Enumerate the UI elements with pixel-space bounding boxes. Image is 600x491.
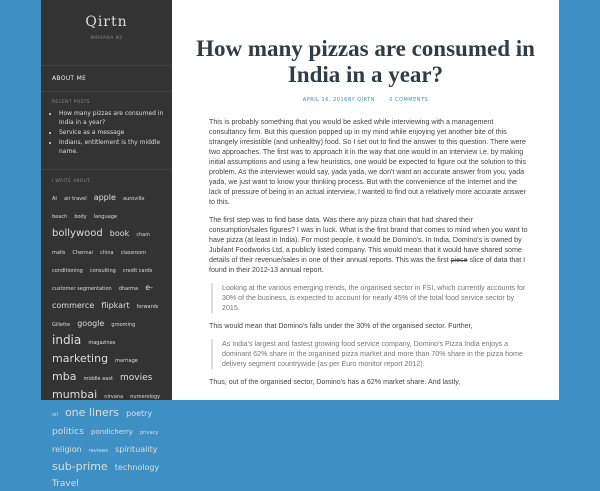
post-by: BY [347,97,356,103]
tag-link[interactable]: nirvana [104,394,124,400]
sidebar [41,0,172,489]
tag-link[interactable]: mba [52,370,77,383]
tag-link[interactable]: conditioning [52,268,83,274]
blockquote: Looking at the various emerging trends, the organised sector in FSI, which currently accounts for 30% of the business, is expected to account for nearly 45% of the total food service sector by 2015. [211,283,529,313]
recent-posts-heading: RECENT POSTS [52,100,90,105]
tag-link[interactable]: body [74,214,87,220]
tag-link[interactable]: magazines [88,340,116,346]
recent-post-link[interactable]: • Indians, entitlement is thy middle name. [59,138,164,156]
tag-link[interactable]: technology [114,463,160,472]
tag-link[interactable]: customer segmentation [52,286,112,292]
tag-link[interactable]: language [93,214,118,220]
site-title[interactable]: Qirtn [85,14,128,30]
tag-link[interactable]: flipkart [101,301,130,310]
tag-link[interactable]: Gillette [52,322,71,328]
tag-link[interactable]: oil [52,412,58,418]
tag-link[interactable]: numerology [130,394,161,400]
tag-link[interactable]: apple [93,193,116,202]
paragraph: This would mean that Domino's falls under the 30% of the organised sector. Further, [209,322,473,330]
post-title[interactable]: How many pizzas are consumed in India in a year? [196,36,535,87]
tag-link[interactable]: classroom [120,250,147,256]
post-author[interactable]: QIRTN [357,97,375,103]
strikethrough-text: piece [450,256,468,264]
tag-link[interactable]: pondicherry [90,428,133,436]
tag-link[interactable]: reviews [88,448,108,454]
tag-link[interactable]: china [100,250,114,256]
tag-link[interactable]: e-commerce [52,283,154,310]
tag-link[interactable]: middle east [83,376,113,382]
post-date[interactable]: APRIL 16, 2016 [302,97,348,103]
tag-link[interactable]: india [52,333,82,347]
tag-link[interactable]: consulting [89,268,116,274]
recent-post-link[interactable]: • How many pizzas are consumed in India in a year? [59,109,164,127]
paragraph: This is probably something that you would be asked while interviewing with a management consultancy firm. But this question popped up in my mind while enjoying yet another bite of this strangely irresistible (and unhealthy) food. So I set out to find the answer to this question. There were two approaches. The first was to approach it in the way that one would in an interview i.e. by making initial assumptions and using a few heuristics, one would be expected to figure out the solution to this problem. As the interviewer would say, yada yada, we don't want an accurate answer from you, yada yada, we just want to know your thinking process. But with the convenience of the Internet and the lack of pressure of being in an actual interview, I wanted to find out a relatively more accurate answer to this. [209,118,527,206]
recent-posts-list [41,109,172,156]
divider [41,169,172,170]
tag-link[interactable]: forwards [136,304,159,310]
tag-link[interactable]: poetry [126,409,153,418]
tag-link[interactable]: spirituality [115,445,158,454]
blockquote: As India's largest and fastest growing food service company, Domino's Pizza India enjoys a dominant 62% share in the organised pizza market and more than 70% share in the pizza home delivery segment countrywide (as per Euro monitor report 2012). [211,339,529,369]
paragraph-text: The first step was to find base data. Was there any pizza chain that had shared their consumption/sales figures? I was in luck. What is the first brand that comes to mind when you want to have pizza (at least in India). For most people, it would be Domino's. In India, Domino's is owned by Jubilant Foodworks Ltd, a publicly listed company. This would mean that it would have shared some details of their revenue/sales in one of their annual reports. This was the first [209,216,528,264]
divider [41,91,172,92]
tag-link[interactable]: book [109,229,130,238]
paragraph [209,215,529,275]
post-meta [172,97,559,103]
paragraph-text: slice of data that I found in their 2012-13 annual report. [209,256,526,274]
main-content [172,0,559,400]
tag-link[interactable]: auroville [123,196,145,202]
tag-link[interactable]: grooming [111,322,136,328]
tag-link[interactable]: air travel [64,196,87,202]
nav-about-me[interactable]: ABOUT ME [52,75,87,82]
recent-post-link[interactable]: • Service as a message [59,128,164,137]
meta-separator: · [381,97,384,103]
tag-link[interactable]: one liners [64,406,120,419]
tag-link[interactable]: AI [52,196,57,202]
tag-link[interactable]: chain malls [52,232,150,256]
tag-link[interactable]: beach [52,214,68,220]
site-description: NIRVANA 92 [90,36,123,41]
tag-link[interactable]: credit cards [122,268,153,274]
post-comments-link[interactable]: 0 COMMENTS [389,97,429,103]
tag-link[interactable]: movies [120,373,153,383]
tag-link[interactable]: Travel [52,479,79,489]
tag-link[interactable]: mumbai [52,388,98,401]
tag-link[interactable]: bollywood [52,228,103,239]
tag-link[interactable]: Chennai [72,250,93,256]
tag-link[interactable]: marketing [52,352,109,365]
tag-link[interactable]: dharma [118,286,139,292]
tag-link[interactable]: google [77,319,105,328]
tag-link[interactable]: politics [52,427,84,437]
tag-cloud-heading: I WRITE ABOUT [52,179,91,184]
tag-cloud [41,188,172,491]
tag-link[interactable]: marriage [115,358,138,364]
tag-link[interactable]: privacy [140,430,159,436]
paragraph: Thus, out of the organised sector, Domino's has a 62% market share. And lastly, [209,378,461,386]
tag-link[interactable]: religion [52,445,82,454]
post-body [172,117,559,387]
tag-link[interactable]: sub-prime [52,460,108,473]
